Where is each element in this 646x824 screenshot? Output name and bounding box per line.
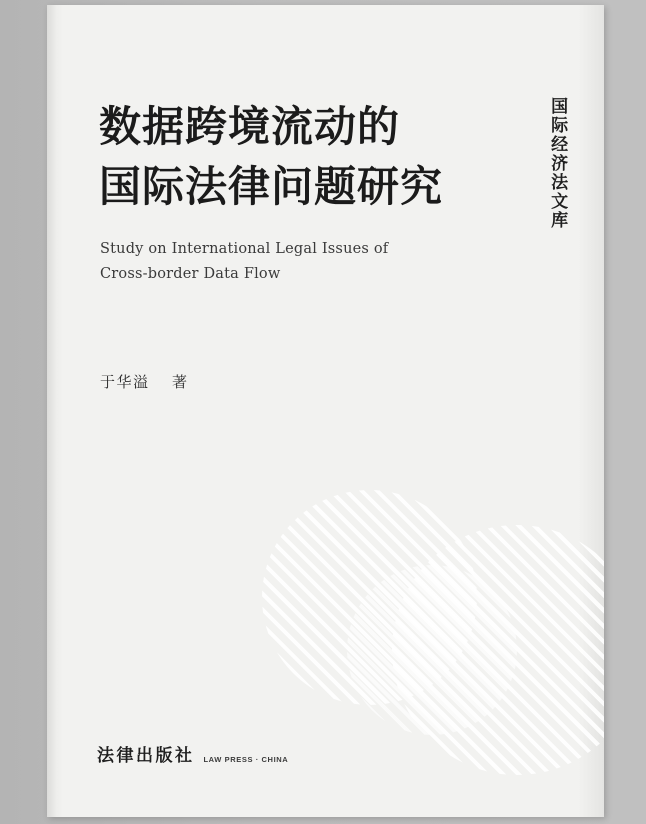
author-role: 著 <box>171 373 188 391</box>
series-label: 国际经济法文库 <box>547 97 568 230</box>
publisher-name-cn: 法律出版社 <box>97 746 195 766</box>
author-name: 于华溢 <box>100 373 150 391</box>
series-name <box>540 97 566 235</box>
stripe-circle-decoration <box>347 565 517 735</box>
title-line-2: 国际法律问题研究 <box>99 161 444 211</box>
cover-subtitle <box>100 237 460 288</box>
publisher-name-en: LAW PRESS · CHINA <box>203 754 289 764</box>
publisher-logo <box>97 748 288 765</box>
cover-title <box>99 97 499 216</box>
spine-shading <box>47 5 63 817</box>
title-line-1: 数据跨境流动的 <box>99 102 401 151</box>
subtitle-line-2: Cross-border Data Flow <box>100 266 281 283</box>
subtitle-line-1: Study on International Legal Issues of <box>100 241 389 257</box>
author-line <box>100 371 188 392</box>
book-cover <box>47 5 604 817</box>
